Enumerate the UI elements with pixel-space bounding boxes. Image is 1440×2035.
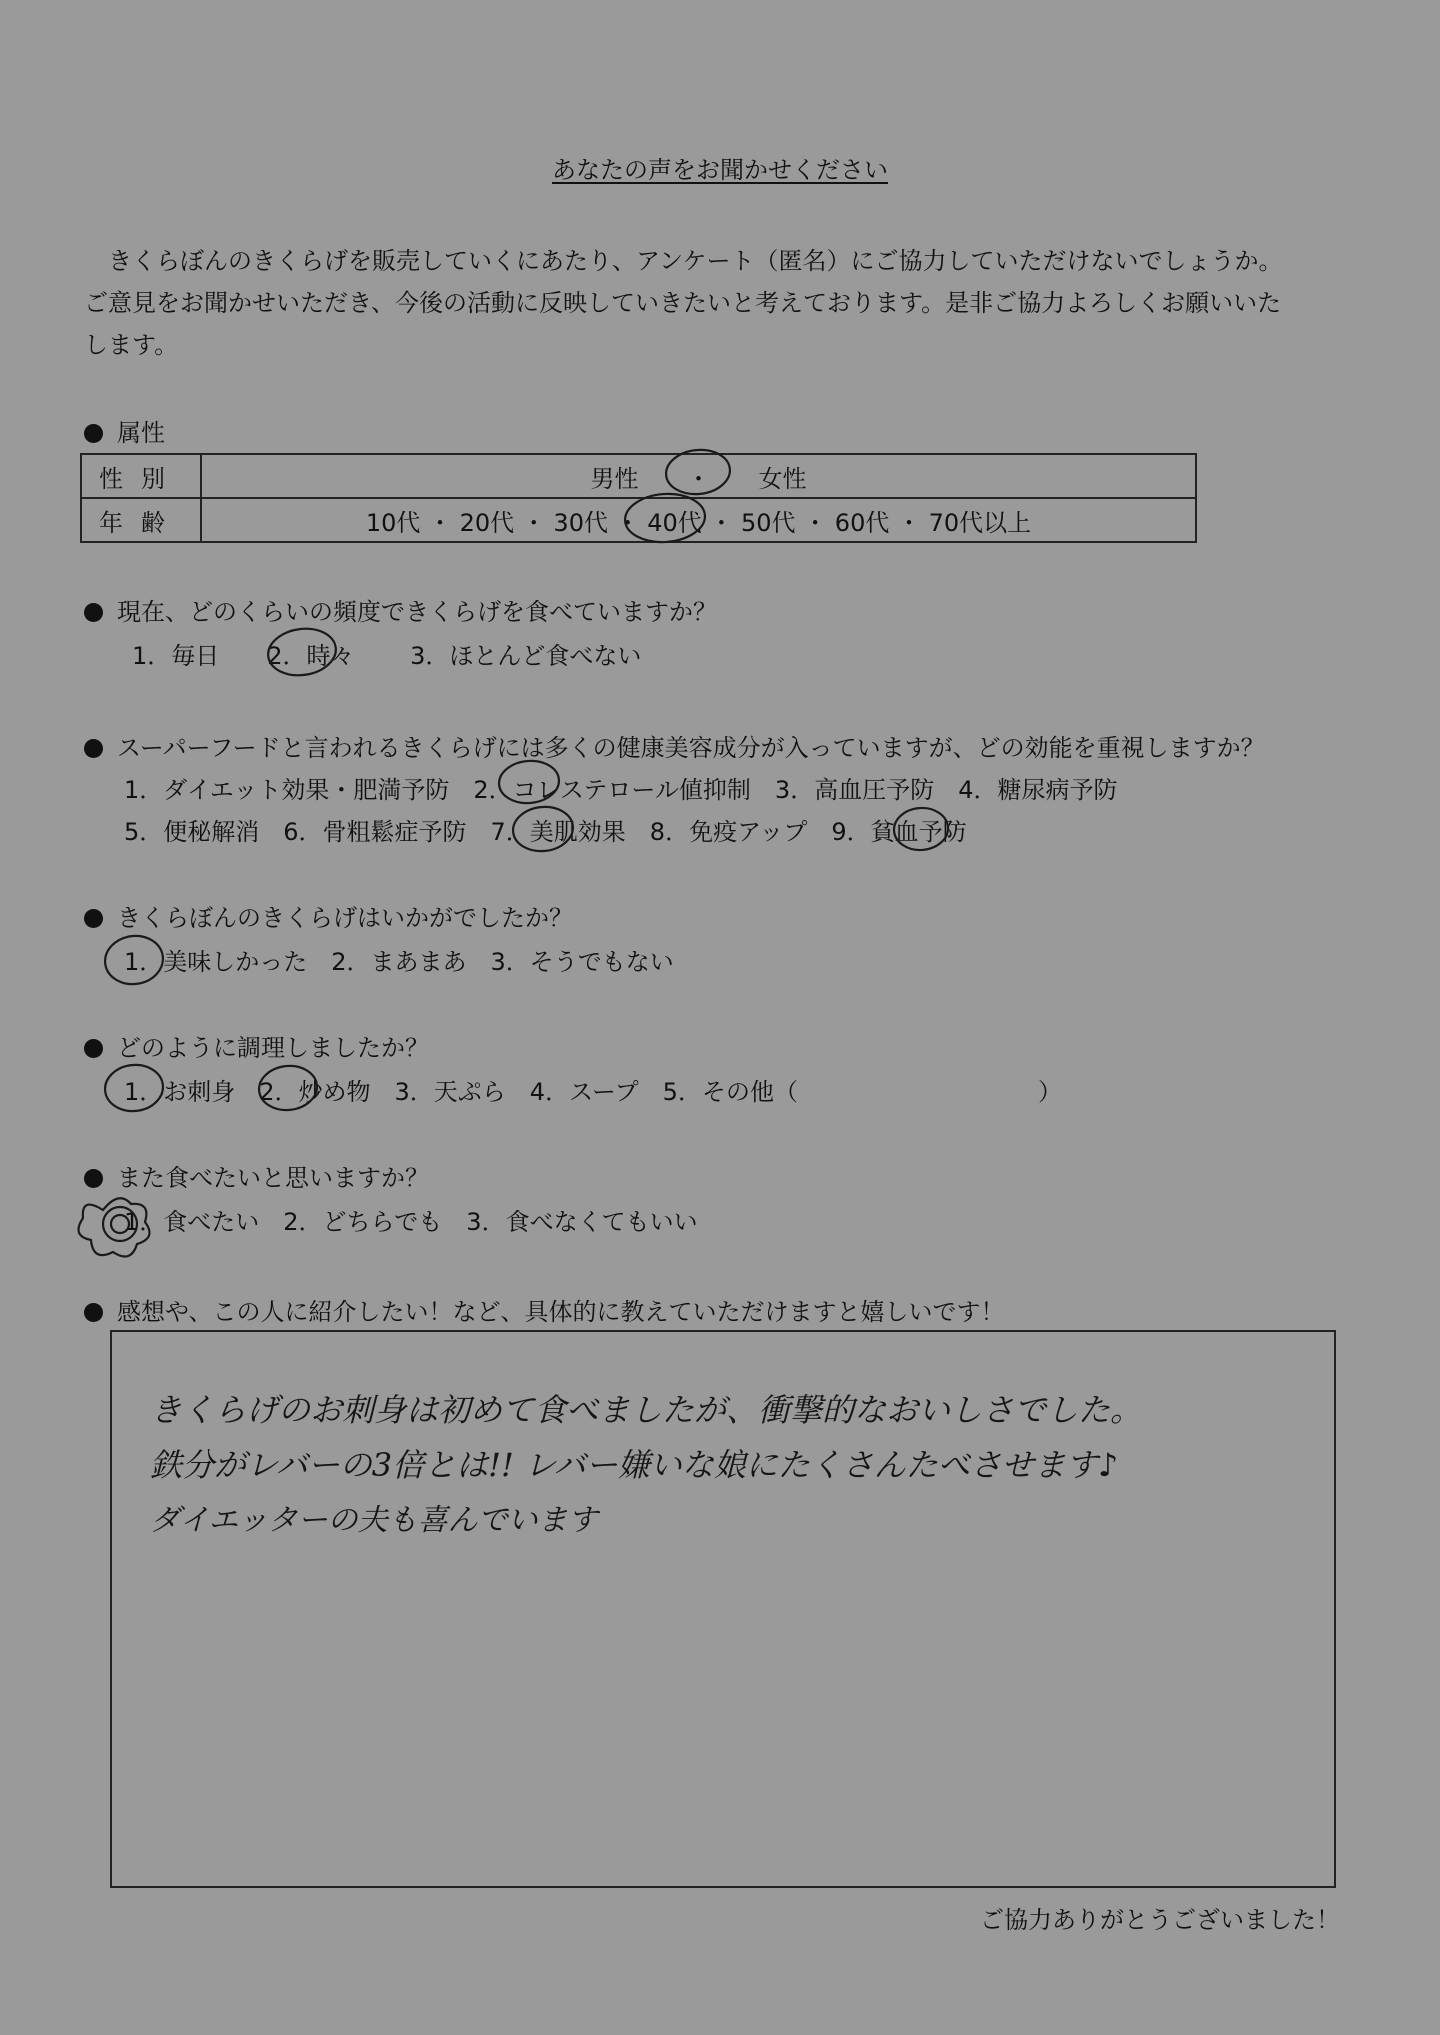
options-cooking[interactable]: 1．お刺身 2．炒め物 3．天ぷら 4．スープ 5．その他（ ） (124, 1078, 1062, 1106)
options-repeat[interactable]: 1．食べたい 2．どちらでも 3．食べなくてもいい (124, 1208, 698, 1236)
circle-mark-benefit-7 (511, 804, 575, 854)
options-benefits-line-2[interactable]: 5．便秘解消 6．骨粗鬆症予防 7．美肌効果 8．免疫アップ 9．貧血予防 (124, 818, 967, 846)
question-frequency: 現在、どのくらいの頻度できくらげを食べていますか？ (84, 592, 717, 627)
options-frequency[interactable]: 1．毎日 2．時々 3．ほとんど食べない (132, 642, 642, 670)
question-repeat: また食べたいと思いますか？ (84, 1158, 429, 1193)
intro-line-2: ご意見をお聞かせいただき、今後の活動に反映していきたいと考えております。是非ご協力よろしくお願いいた (84, 289, 1282, 317)
survey-title: あなたの声をお聞かせください (552, 156, 888, 184)
flower-doodle-icon (79, 1198, 150, 1256)
thanks-message: ご協力ありがとうございました！ (980, 1906, 1340, 1934)
handwritten-line-2: 鉄分がレバーの3倍とは!! レバー嫌いな娘にたくさんたべさせます♪ (150, 1446, 1119, 1484)
circle-mark-benefit-9 (893, 806, 950, 852)
gender-options[interactable]: 男性 ・ 女性 (201, 454, 1196, 498)
circle-mark-benefit-2 (497, 758, 560, 805)
options-benefits-line-1[interactable]: 1．ダイエット効果・肥満予防 2．コレステロール値抑制 3．高血圧予防 4．糖尿病予防 (124, 776, 1118, 804)
circle-mark-cooking-1 (103, 1062, 165, 1114)
attributes-heading: 属性 (84, 413, 165, 448)
intro-line-3: します。 (84, 331, 179, 359)
age-options[interactable]: 10代 ・ 20代 ・ 30代 ・ 40代 ・ 50代 ・ 60代 ・ 70代以上 (201, 498, 1196, 542)
circle-mark-frequency (265, 624, 339, 679)
options-impression[interactable]: 1．美味しかった 2．まあまあ 3．そうでもない (124, 948, 674, 976)
circle-mark-gender (664, 447, 732, 497)
circle-mark-impression (102, 932, 166, 988)
handwritten-line-1: きくらげのお刺身は初めて食べましたが、衝撃的なおいしさでした。 (150, 1391, 1143, 1429)
circle-mark-age (623, 491, 706, 544)
age-label: 年齢 (81, 498, 201, 542)
question-impression: きくらぼんのきくらげはいかがでしたか？ (84, 898, 573, 933)
question-free-text: 感想や、この人に紹介したい！など、具体的に教えていただけますと嬉しいです！ (84, 1292, 1005, 1327)
circle-mark-cooking-2 (257, 1063, 319, 1113)
question-benefits: スーパーフードと言われるきくらげには多くの健康美容成分が入っていますが、どの効能を重視しますか？ (84, 728, 1265, 763)
intro-line-1: きくらぼんのきくらげを販売していくにあたり、アンケート（匿名）にご協力していただけないでしょうか。 (108, 247, 1283, 275)
gender-label: 性別 (81, 454, 201, 498)
handwritten-line-3: ダイエッターの夫も喜んでいます (150, 1503, 598, 1538)
question-cooking: どのように調理しましたか？ (84, 1028, 429, 1063)
